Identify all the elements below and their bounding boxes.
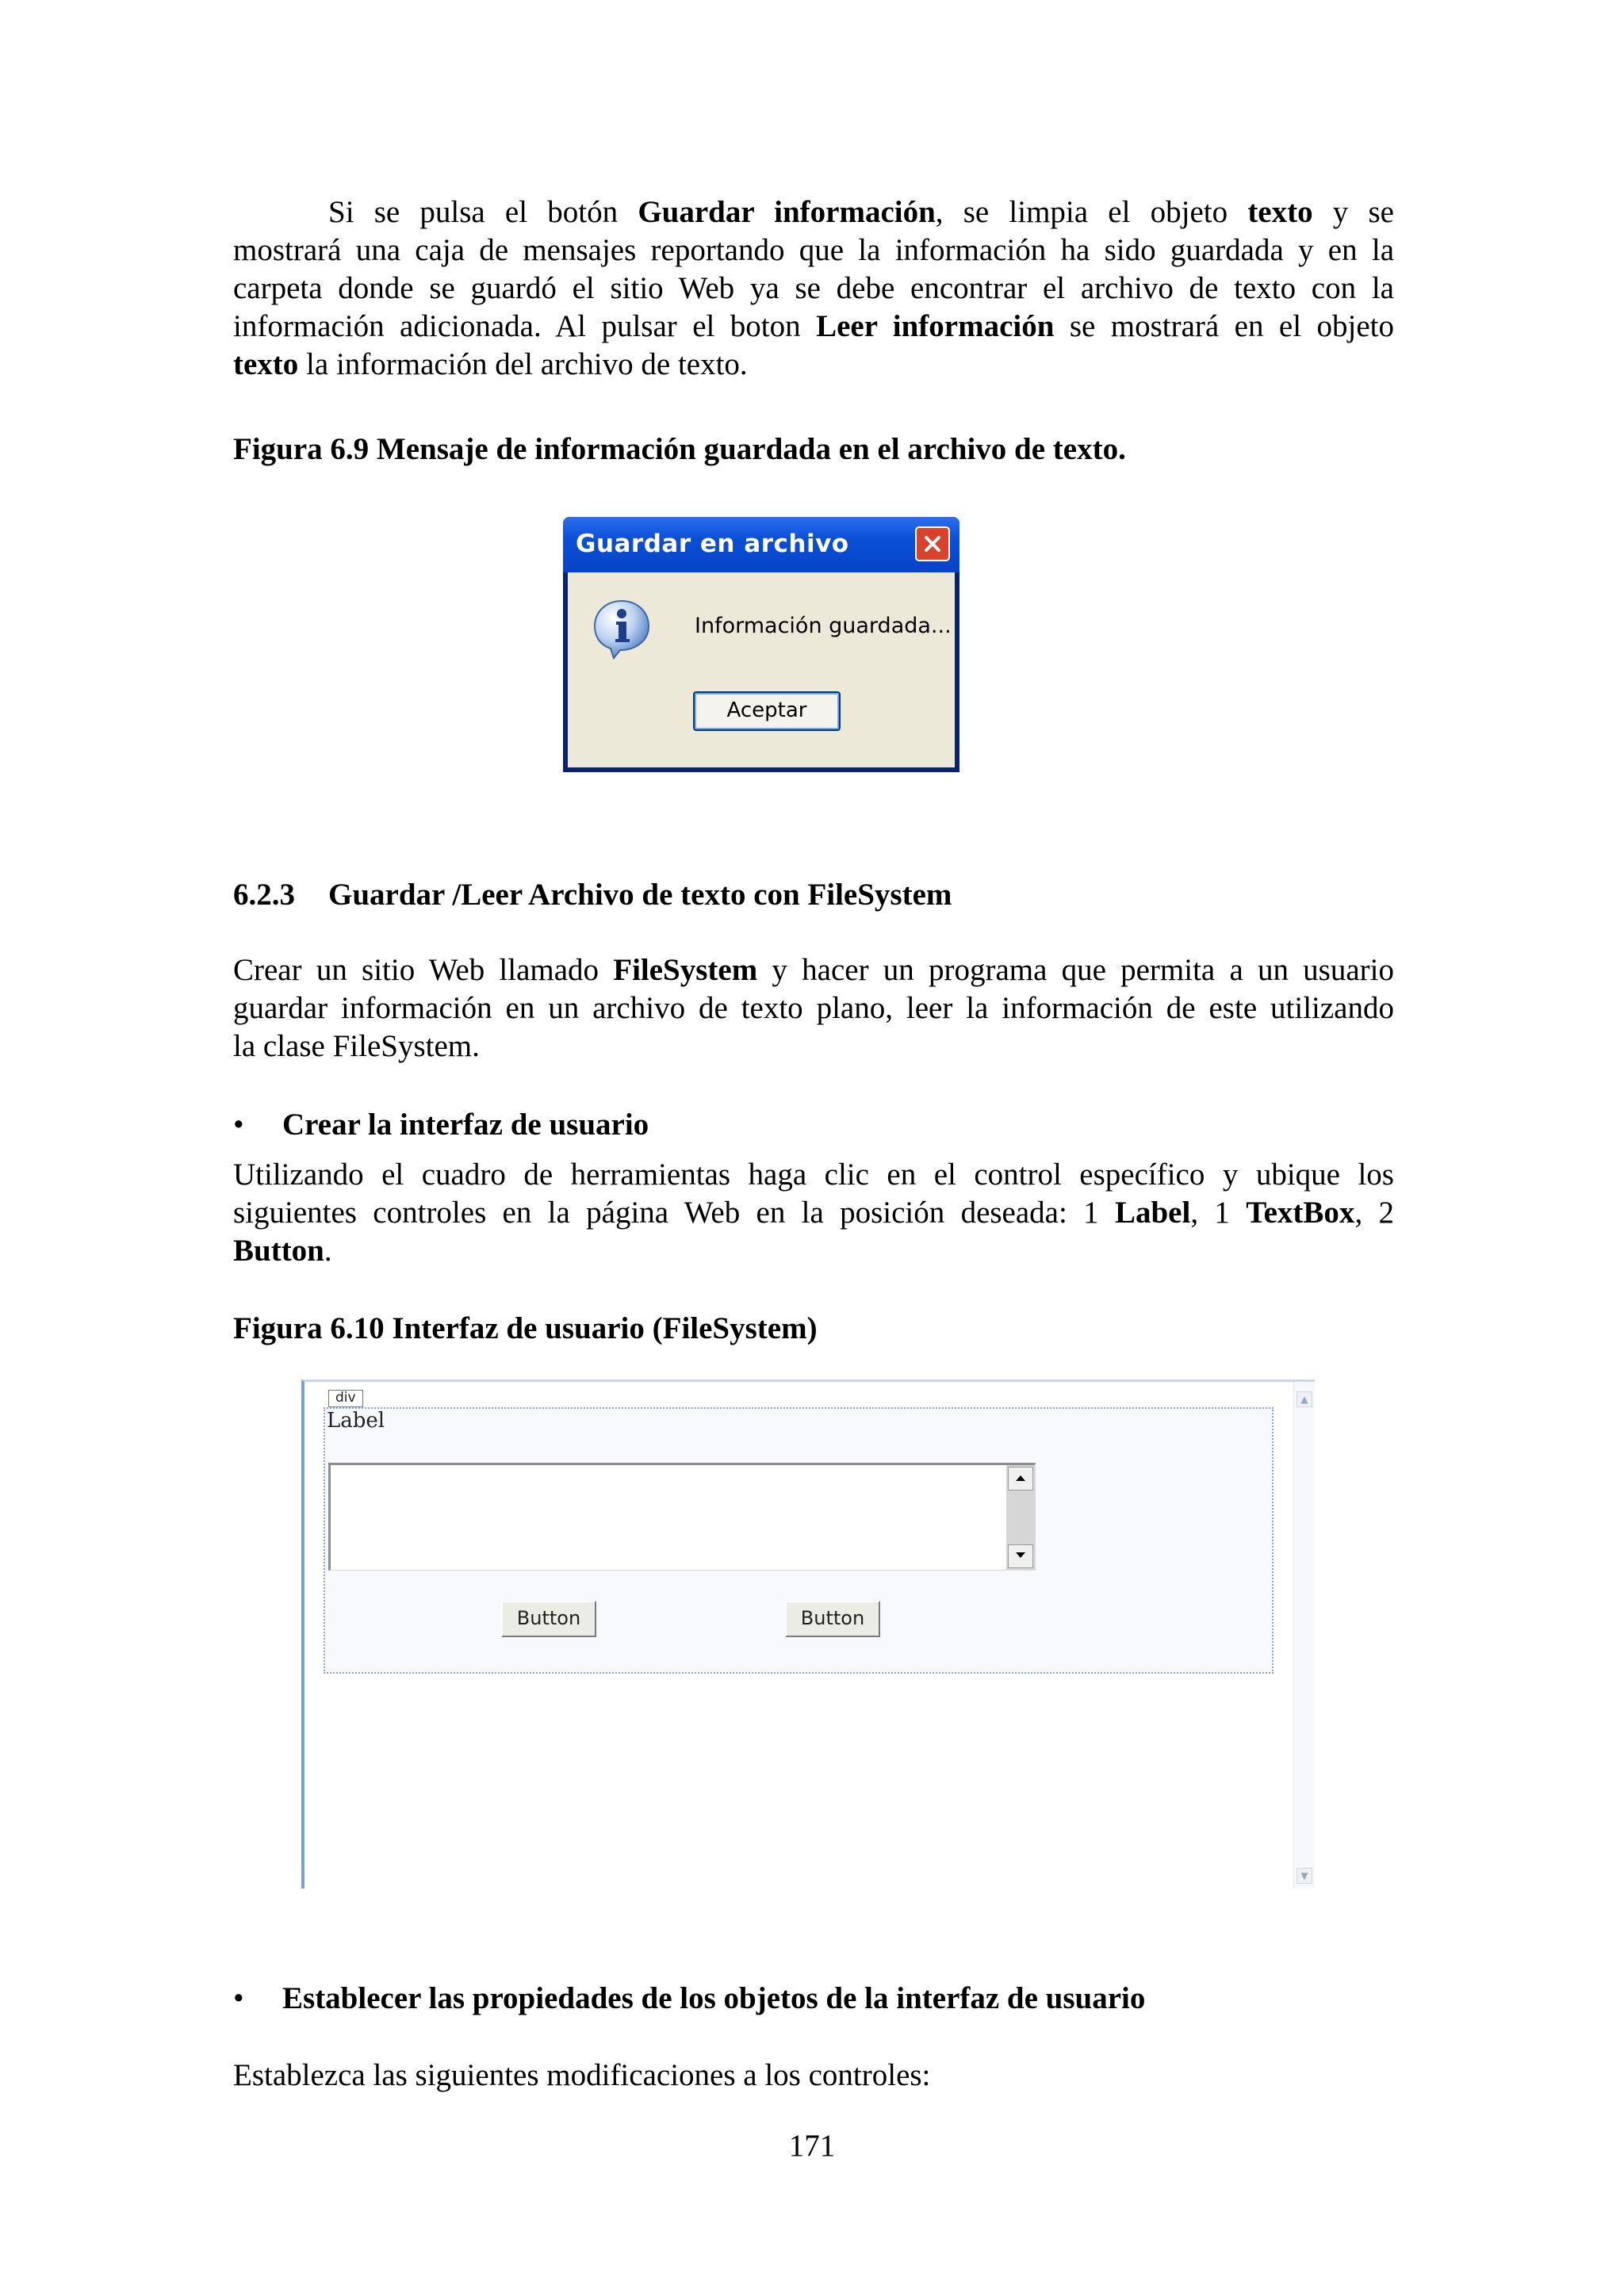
bullet-item	[233, 1106, 649, 1144]
div-container	[324, 1407, 1274, 1674]
designer-scrollbar[interactable]	[1293, 1382, 1315, 1888]
designer-view	[301, 1380, 1315, 1888]
close-icon[interactable]	[915, 526, 950, 561]
bullet-symbol: •	[233, 1981, 244, 2015]
paragraph-line: Crear un sitio Web llamado FileSystem y hacer un programa que permita a un usuario	[233, 953, 1394, 987]
chevron-down-icon[interactable]: ▼	[1297, 1868, 1312, 1884]
paragraph-line: Establezca las siguientes modificaciones a los controles:	[233, 2058, 931, 2092]
paragraph-line: Utilizando el cuadro de herramientas haga clic en el control específico y ubique los	[233, 1158, 1394, 1192]
section-heading	[233, 876, 952, 914]
section-title: Guardar /Leer Archivo de texto con FileSystem	[328, 878, 952, 912]
scroll-down-icon[interactable]	[1008, 1544, 1033, 1568]
paragraph-line: la clase FileSystem.	[233, 1029, 480, 1063]
info-icon	[590, 596, 653, 660]
paragraph-line: carpeta donde se guardó el sitio Web ya se debe encontrar el archivo de texto con la	[233, 271, 1394, 305]
section-number: 6.2.3	[233, 878, 295, 912]
bullet-text: Establecer las propiedades de los objetos de la interfaz de usuario	[282, 1981, 1146, 2015]
textbox-scrollbar[interactable]	[1006, 1465, 1035, 1570]
scroll-up-icon[interactable]	[1008, 1467, 1033, 1490]
paragraph-line: texto la información del archivo de texto.	[233, 347, 748, 381]
paragraph-line: Button.	[233, 1234, 332, 1268]
page-number: 171	[788, 2129, 836, 2163]
paragraph-line: guardar información en un archivo de texto plano, leer la información de este utilizando	[233, 991, 1394, 1025]
paragraph-controls	[233, 1156, 1394, 1270]
paragraph-line: siguientes controles en la página Web en la posición deseada: 1 Label, 1 TextBox, 2	[233, 1196, 1394, 1230]
paragraph-line: Si se pulsa el botón Guardar información, se limpia el objeto texto y se	[328, 195, 1394, 229]
paragraph-intro	[233, 193, 1394, 384]
button-control-1[interactable]: Button	[501, 1601, 596, 1637]
textbox-control[interactable]	[328, 1463, 1036, 1571]
paragraph-modifications	[233, 2057, 1394, 2095]
paragraph-line: mostrará una caja de mensajes reportando que la información ha sido guardada y en la	[233, 233, 1394, 267]
bullet-text: Crear la interfaz de usuario	[282, 1108, 649, 1142]
paragraph-line: información adicionada. Al pulsar el boton Leer información se mostrará en el objeto	[233, 309, 1394, 343]
chevron-up-icon[interactable]: ▲	[1297, 1391, 1312, 1407]
button-control-2[interactable]: Button	[785, 1601, 880, 1637]
dialog-titlebar	[563, 517, 959, 572]
paragraph-filesystem	[233, 951, 1394, 1066]
bullet-item	[233, 1980, 1145, 2018]
dialog-message: Información guardada...	[695, 614, 952, 638]
dialog-body	[568, 572, 955, 767]
ok-button[interactable]: Aceptar	[693, 691, 841, 731]
figure-caption: Figura 6.9 Mensaje de información guardada en el archivo de texto.	[233, 432, 1126, 466]
dialog-title: Guardar en archivo	[576, 530, 849, 558]
figure-caption: Figura 6.10 Interfaz de usuario (FileSystem)	[233, 1311, 818, 1345]
div-tag: div	[328, 1390, 363, 1407]
label-control: Label	[327, 1409, 385, 1433]
message-box-dialog	[563, 517, 959, 772]
bullet-symbol: •	[233, 1108, 244, 1142]
